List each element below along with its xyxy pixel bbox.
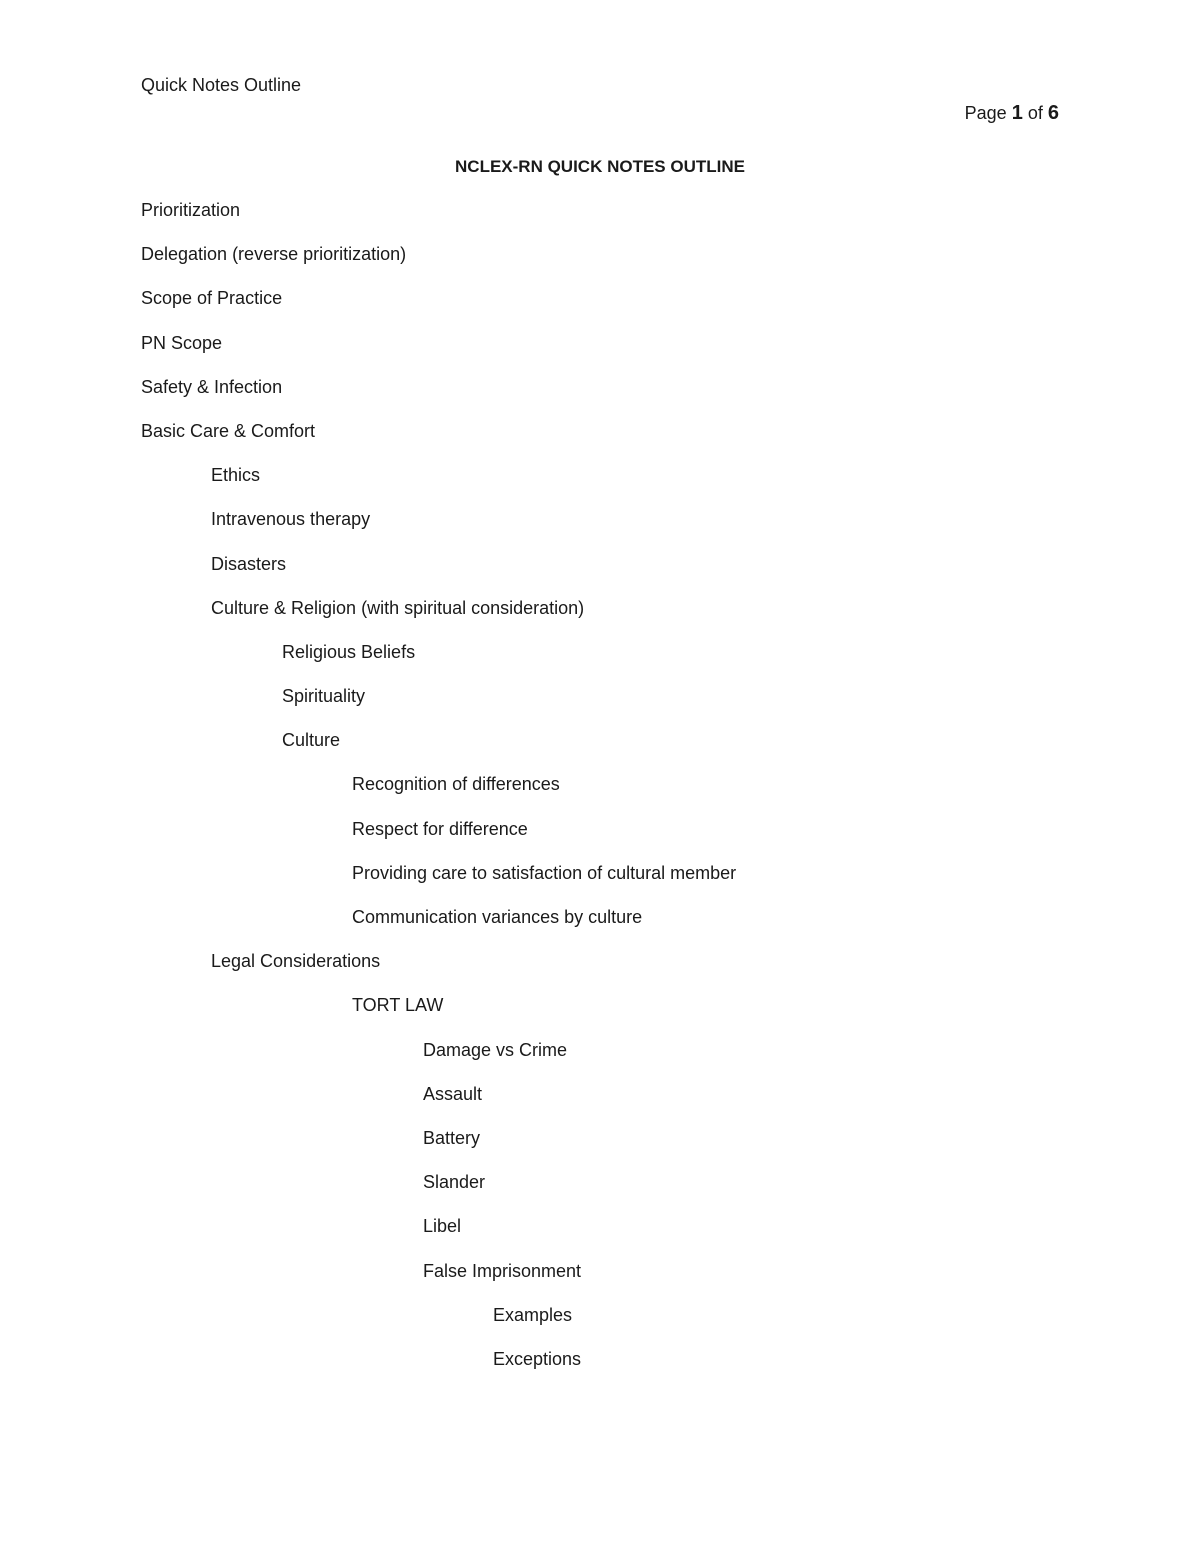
outline-item: Scope of Practice xyxy=(141,288,283,309)
outline-item: Prioritization xyxy=(141,200,241,220)
outline-item: Battery xyxy=(423,1127,481,1148)
outline-item: TORT LAW xyxy=(352,995,444,1016)
page-of-label: of xyxy=(1027,103,1043,123)
outline-item: Disasters xyxy=(211,553,287,574)
outline-item: Damage vs Crime xyxy=(423,1039,568,1060)
outline-list xyxy=(141,198,736,1391)
outline-item: Assault xyxy=(423,1083,483,1104)
outline-item: Ethics xyxy=(211,465,261,486)
outline-item: Culture & Religion (with spiritual consideration) xyxy=(211,597,585,618)
outline-item: False Imprisonment xyxy=(423,1260,582,1281)
outline-item: Exceptions xyxy=(493,1348,582,1369)
page-number xyxy=(965,100,1059,126)
page-total: 6 xyxy=(1047,102,1059,124)
outline-item: PN Scope xyxy=(141,332,223,353)
outline-item: Basic Care & Comfort xyxy=(141,420,316,441)
outline-item: Intravenous therapy xyxy=(211,509,371,530)
running-header: Quick Notes Outline xyxy=(141,75,302,95)
outline-item: Religious Beliefs xyxy=(282,641,416,662)
outline-item: Safety & Infection xyxy=(141,376,283,397)
page-current: 1 xyxy=(1011,102,1023,124)
outline-item: Examples xyxy=(493,1304,573,1325)
outline-item: Legal Considerations xyxy=(211,951,381,972)
outline-item: Communication variances by culture xyxy=(352,907,643,927)
outline-item: Libel xyxy=(423,1216,462,1237)
outline-item: Delegation (reverse prioritization) xyxy=(141,244,407,265)
outline-item: Respect for difference xyxy=(352,818,528,839)
outline-item: Spirituality xyxy=(282,686,366,707)
page-label: Page xyxy=(964,103,1007,123)
outline-item: Recognition of differences xyxy=(352,774,560,795)
outline-item: Providing care to satisfaction of cultural member xyxy=(352,862,737,883)
document-title: NCLEX-RN QUICK NOTES OUTLINE xyxy=(455,157,745,176)
outline-item: Slander xyxy=(423,1172,486,1193)
outline-item: Culture xyxy=(282,730,341,751)
